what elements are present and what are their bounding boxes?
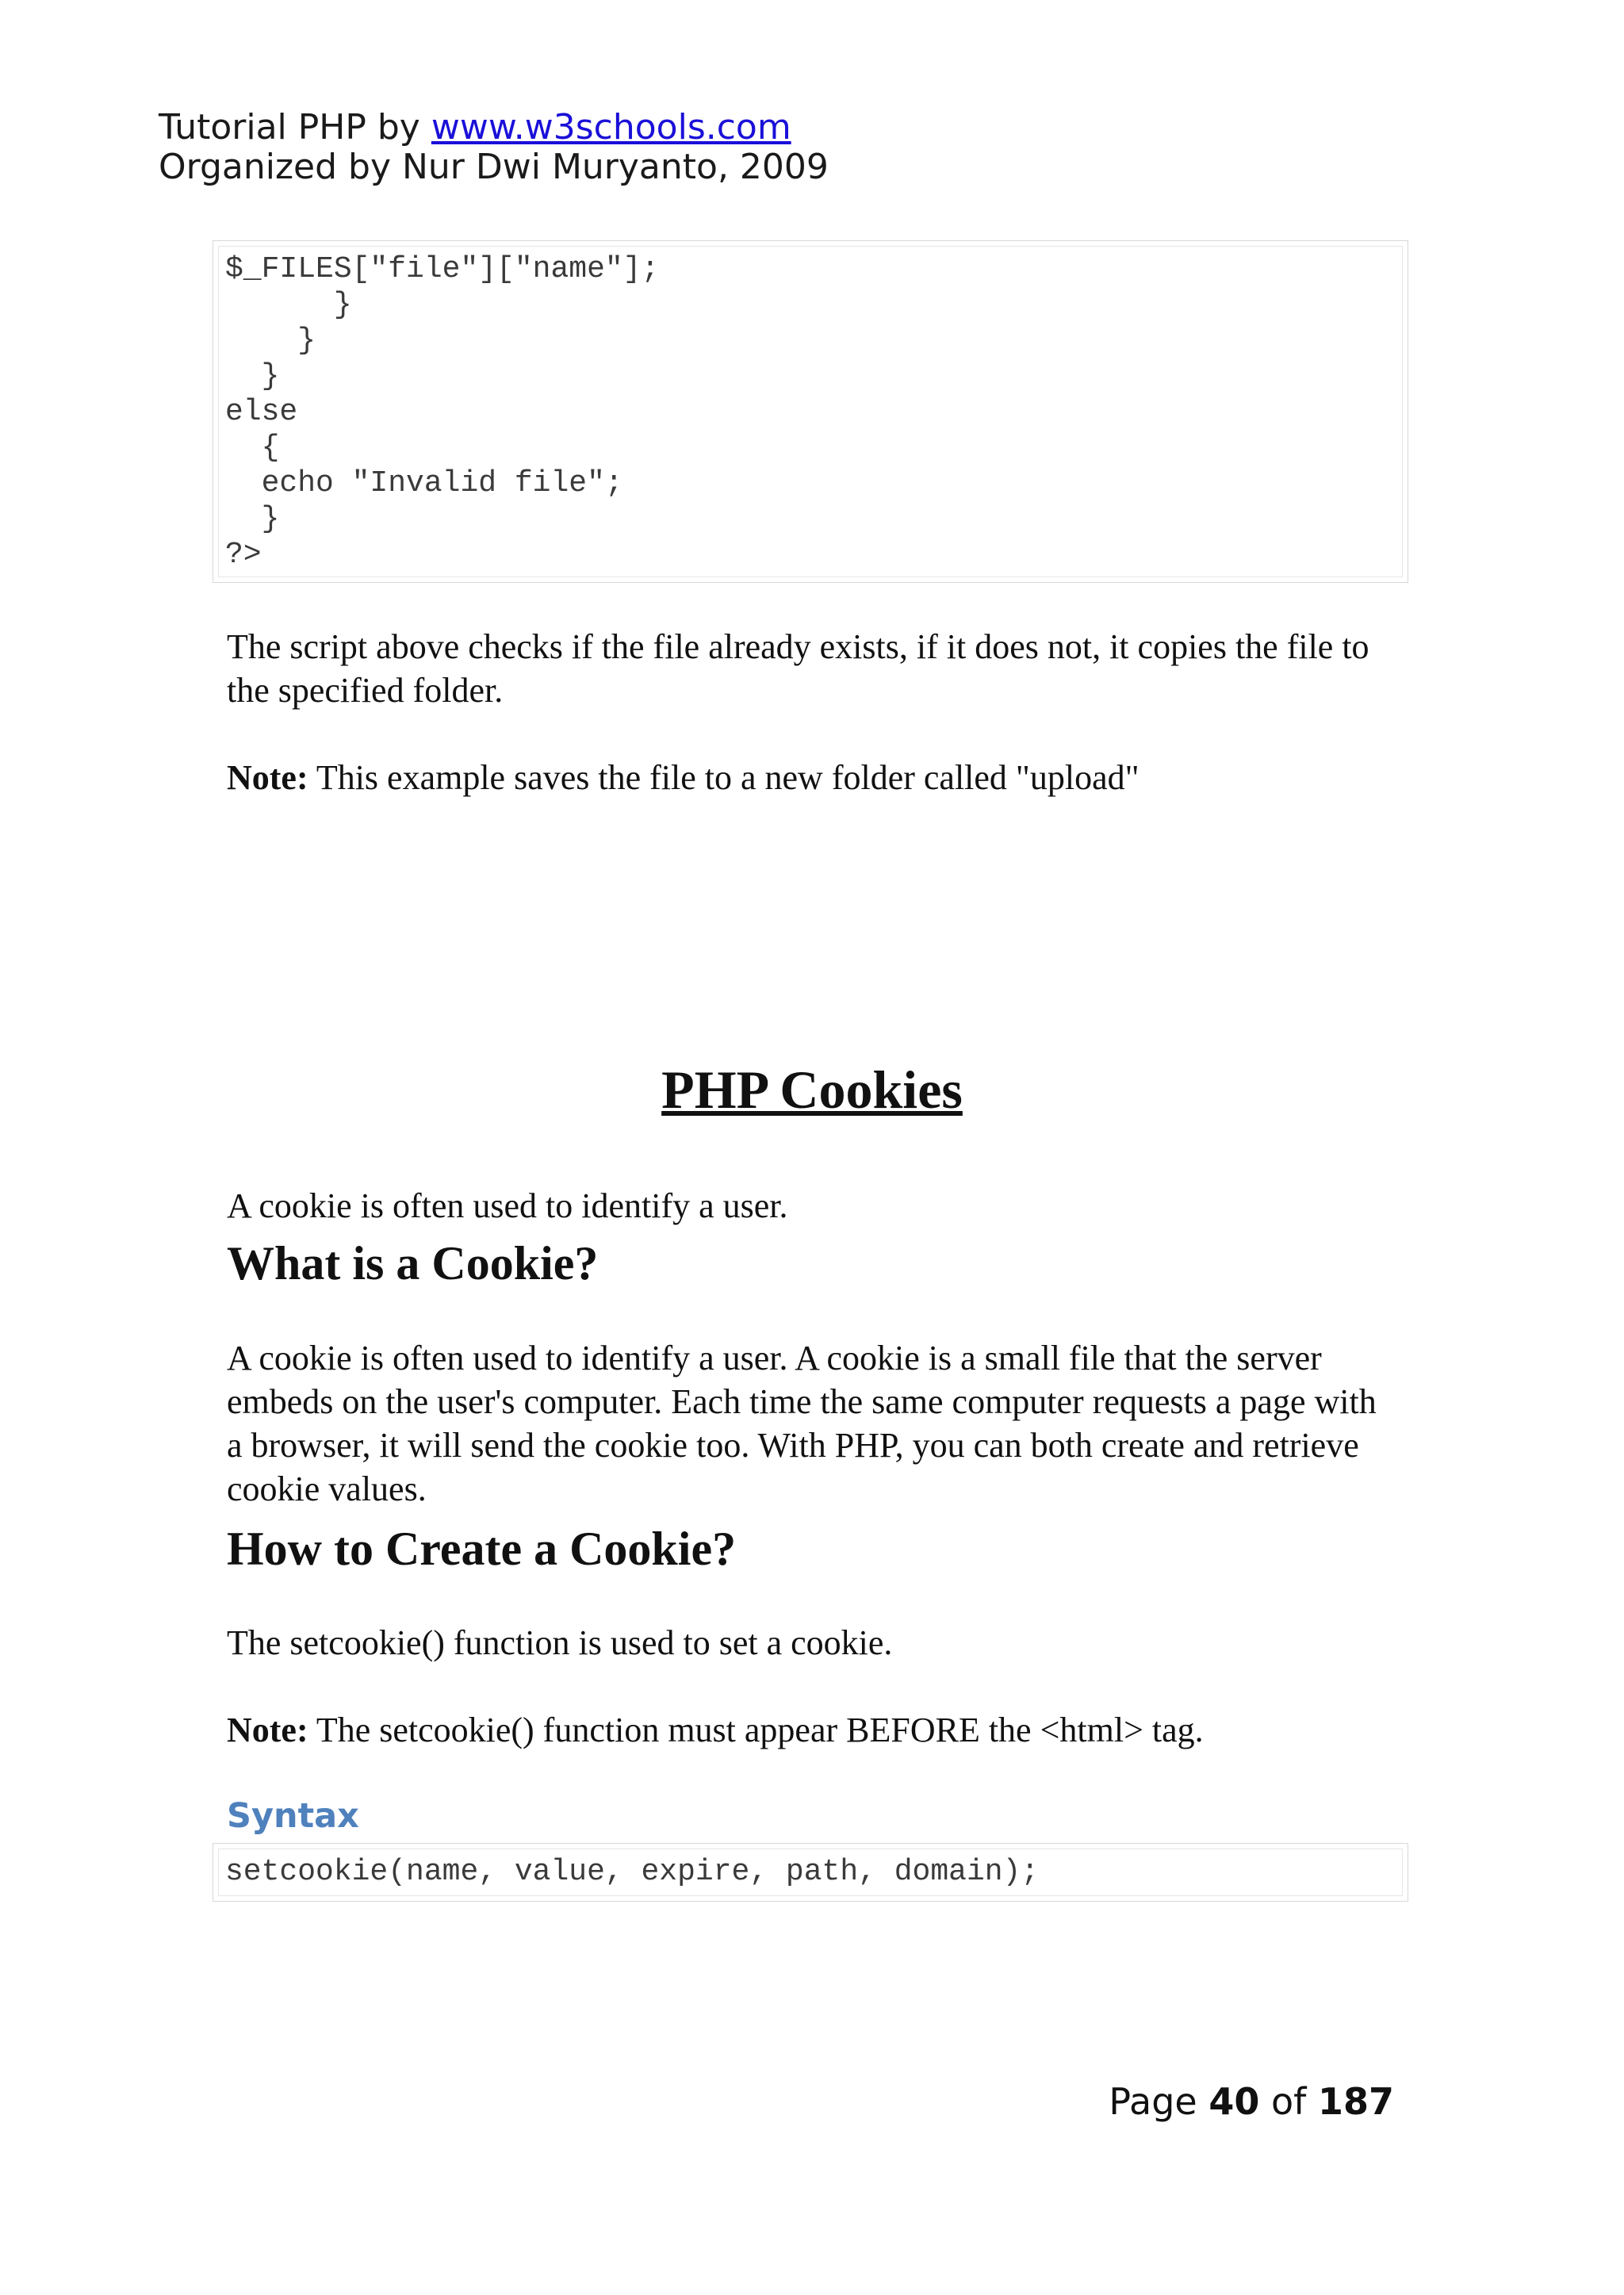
header-prefix: Tutorial PHP by	[159, 107, 420, 148]
paragraph-what-is-cookie: A cookie is often used to identify a user. A cookie is a small file that the server embeds on the user's computer. Each time the same computer requests a page with a browser, it will send the cookie too. With PHP, you can both create and retrieve cookie values.	[227, 1339, 1377, 1508]
section-title: PHP Cookies	[661, 1059, 963, 1120]
intro-text: A cookie is often used to identify a user.	[227, 1186, 788, 1225]
code-block-inner	[218, 246, 1403, 577]
note-text: The setcookie() function must appear BEFORE the <html> tag.	[308, 1711, 1204, 1749]
note-label: Note:	[227, 1711, 308, 1749]
paragraph-script-explanation: The script above checks if the file already exists, if it does not, it copies the file to the specified folder.	[227, 627, 1369, 710]
heading-what-is-cookie: What is a Cookie?	[227, 1237, 599, 1289]
w3schools-link[interactable]: www.w3schools.com	[431, 107, 791, 148]
current-page: 40	[1208, 2080, 1260, 2123]
note-setcookie-before-html	[227, 1708, 1400, 1752]
page-of: of	[1271, 2080, 1307, 2123]
heading-how-to-create: How to Create a Cookie?	[227, 1523, 737, 1575]
code-text: $_FILES["file"]["name"]; } } } else { echo "Invalid file"; } ?>	[225, 252, 660, 572]
syntax-heading: Syntax	[227, 1796, 359, 1836]
note-upload-folder	[227, 756, 1400, 799]
code-block-inner	[218, 1849, 1403, 1896]
note-text: This example saves the file to a new folder called "upload"	[308, 758, 1139, 797]
code-block-upload	[213, 240, 1408, 583]
page-prefix: Page	[1109, 2080, 1197, 2123]
header-line-2: Organized by Nur Dwi Muryanto, 2009	[159, 147, 829, 187]
page-number	[1109, 2079, 1394, 2124]
header-line-1	[159, 108, 829, 148]
page-header	[159, 108, 829, 187]
code-block-syntax	[213, 1843, 1408, 1902]
total-pages: 187	[1317, 2080, 1394, 2123]
code-text: setcookie(name, value, expire, path, domain);	[225, 1855, 1040, 1889]
note-label: Note:	[227, 758, 308, 797]
paragraph-setcookie: The setcookie() function is used to set a cookie.	[227, 1623, 893, 1662]
